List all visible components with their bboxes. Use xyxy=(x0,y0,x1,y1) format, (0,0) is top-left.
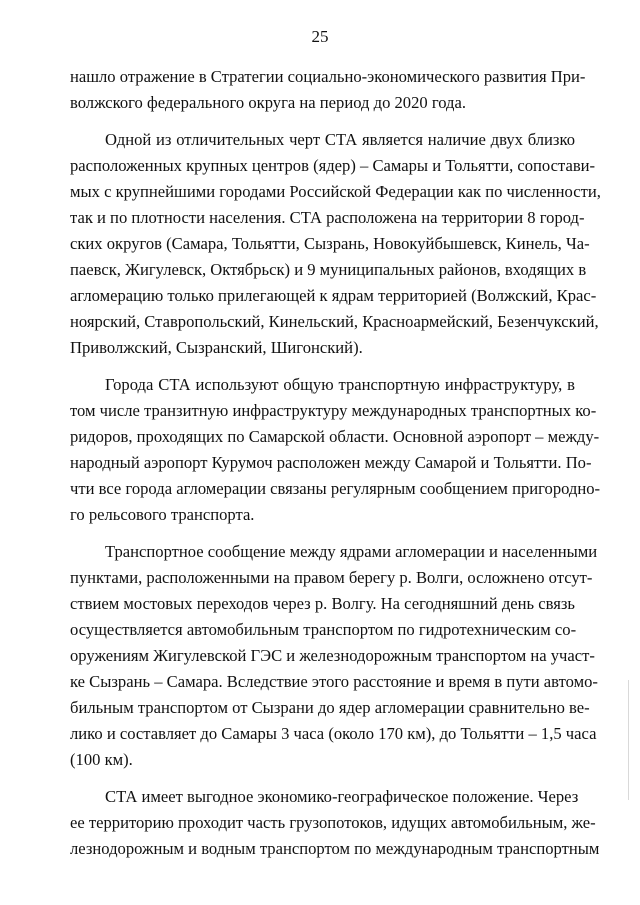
text-line: осуществляется автомобильным транспортом по гидротехническим со- xyxy=(70,620,577,639)
text-line: расположенных крупных центров (ядер) – Самары и Тольятти, сопостави- xyxy=(70,156,596,175)
paragraph-first-line: Транспортное сообщение между ядрами агломерации и населенными xyxy=(105,542,598,561)
text-line: ствием мостовых переходов через р. Волгу. На сегодняшний день связь xyxy=(70,594,575,613)
text-line: лико и составляет до Самары 3 часа (около 170 км), до Тольятти – 1,5 часа xyxy=(70,724,597,743)
text-line: волжского федерального округа на период до 2020 года. xyxy=(70,93,467,112)
text-line: мых с крупнейшими городами Российской Федерации как по численности, xyxy=(70,182,601,201)
paragraph-first-line: Города СТА используют общую транспортную инфраструктуру, в xyxy=(105,375,575,394)
text-line: ке Сызрань – Самара. Вследствие этого расстояние и время в пути автомо- xyxy=(70,672,598,691)
page-number: 25 xyxy=(311,27,329,46)
text-line: (100 км). xyxy=(70,750,133,769)
scan-edge-mark xyxy=(628,680,629,800)
text-line: том числе транзитную инфраструктуру международных транспортных ко- xyxy=(70,401,597,420)
text-line: лезнодорожным и водным транспортом по международным транспортным xyxy=(70,839,600,858)
text-line: так и по плотности населения. СТА расположена на территории 8 город- xyxy=(70,208,585,227)
text-line: бильным транспортом от Сызрани до ядер агломерации сравнительно ве- xyxy=(70,698,590,717)
text-line: агломерацию только прилегающей к ядрам территорией (Волжский, Крас- xyxy=(70,286,597,305)
text-line: оружениям Жигулевской ГЭС и железнодорожным транспортом на участ- xyxy=(70,646,595,665)
text-line: нашло отражение в Стратегии социально-экономического развития При- xyxy=(70,67,586,86)
text-line: ридоров, проходящих по Самарской области. Основной аэропорт – между- xyxy=(70,427,600,446)
text-line: народный аэропорт Курумоч расположен между Самарой и Тольятти. По- xyxy=(70,453,592,472)
text-line: го рельсового транспорта. xyxy=(70,505,255,524)
paragraph-first-line: СТА имеет выгодное экономико-географическое положение. Через xyxy=(105,787,579,806)
text-line: пунктами, расположенными на правом берегу р. Волги, осложнено отсут- xyxy=(70,568,593,587)
text-line: Приволжский, Сызранский, Шигонский). xyxy=(70,338,363,357)
paragraph-first-line: Одной из отличительных черт СТА является наличие двух близко xyxy=(105,130,575,149)
text-line: ее территорию проходит часть грузопотоков, идущих автомобильным, же- xyxy=(70,813,596,832)
text-line: ноярский, Ставропольский, Кинельский, Красноармейский, Безенчукский, xyxy=(70,312,599,331)
text-line: чти все города агломерации связаны регулярным сообщением пригородно- xyxy=(70,479,601,498)
text-line: паевск, Жигулевск, Октябрьск) и 9 муниципальных районов, входящих в xyxy=(70,260,587,279)
text-line: ских округов (Самара, Тольятти, Сызрань, Новокуйбышевск, Кинель, Ча- xyxy=(70,234,590,253)
